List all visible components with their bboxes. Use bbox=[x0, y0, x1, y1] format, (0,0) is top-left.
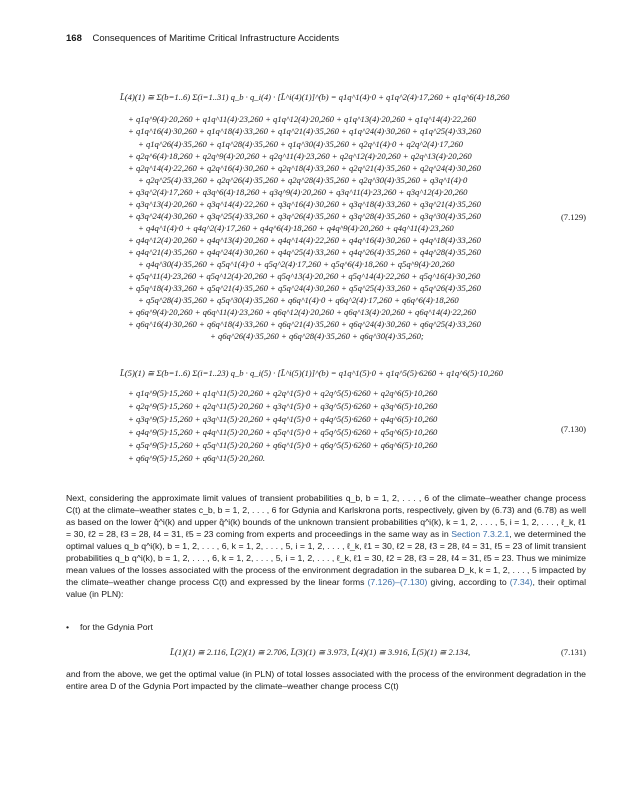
equation-line: + q3q^24(4)·30,260 + q3q^25(4)·33,260 + q3q^26(4)·35,260 + q3q^28(4)·35,260 + q3q^30(4)·35,260 bbox=[128, 211, 481, 221]
bullet-item bbox=[66, 622, 153, 632]
equation-line: + q4q^12(4)·20,260 + q4q^13(4)·20,260 + q4q^14(4)·22,260 + q4q^16(4)·30,260 + q4q^18(4)·33,260 bbox=[128, 235, 481, 245]
equation-line: + q5q^9(5)·15,260 + q5q^11(5)·20,260 + q6q^1(5)·0 + q6q^5(5)·6260 + q6q^6(5)·10,260 bbox=[128, 440, 438, 450]
equation-line: + q2q^9(5)·15,260 + q2q^11(5)·20,260 + q3q^1(5)·0 + q3q^5(5)·6260 + q3q^6(5)·10,260 bbox=[128, 401, 438, 411]
equation-number: (7.129) bbox=[560, 212, 586, 222]
paragraph-text: , we determined the optimal values q_b q^i(k), b = 1, 2, . . . , 6, k = 1, 2, . . . , 5, i = 1, 2, . . . , ℓ_k, ℓ1 = 30, ℓ2 = 28, ℓ3 = 28, ℓ4 = 31, ℓ5 = 23 of limit transient probabilities q_b q^i(k), b = 1, 2, . . . , 6, k = 1, 2, . . . , 5, i = 1, 2, . . . , ℓ_k, ℓ1 = 30, ℓ2 = 28, ℓ3 = 28, ℓ4 = 31, ℓ5 = 23. Thus we minimize mean values of the losses associated with the process of the environment degradation in the subarea D_k, k = 1, 2, . . . , 5 impacted by the climate–weather change process C(t) and expressed by the linear forms bbox=[66, 529, 586, 587]
paragraph-text: giving, according to bbox=[427, 577, 510, 587]
equation-line: + q4q^9(5)·15,260 + q4q^11(5)·20,260 + q5q^1(5)·0 + q5q^5(5)·6260 + q5q^6(5)·10,260 bbox=[128, 427, 438, 437]
page-number: 168 bbox=[66, 33, 82, 44]
equation-line: + q3q^9(5)·15,260 + q3q^11(5)·20,260 + q4q^1(5)·0 + q4q^5(5)·6260 + q4q^6(5)·10,260 bbox=[128, 414, 438, 424]
equation-line: + q5q^11(4)·23,260 + q5q^12(4)·20,260 + q5q^13(4)·20,260 + q5q^14(4)·22,260 + q5q^16(4)·30,260 bbox=[128, 271, 481, 281]
section-link[interactable]: Section 7.3.2.1 bbox=[451, 529, 510, 539]
equation-line: + q6q^26(4)·35,260 + q6q^28(4)·35,260 + q6q^30(4)·35,260; bbox=[210, 331, 424, 341]
equation-line: + q2q^25(4)·33,260 + q2q^26(4)·35,260 + q2q^28(4)·35,260 + q2q^30(4)·35,260 + q3q^1(4)·0 bbox=[138, 175, 468, 185]
bullet-marker: • bbox=[66, 622, 70, 632]
equation-line: + q2q^6(4)·18,260 + q2q^9(4)·20,260 + q2q^11(4)·23,260 + q2q^12(4)·20,260 + q2q^13(4)·20,260 bbox=[128, 151, 472, 161]
equation-line: + q6q^9(4)·20,260 + q6q^11(4)·23,260 + q6q^12(4)·20,260 + q6q^13(4)·20,260 + q6q^14(4)·22,260 bbox=[128, 307, 476, 317]
equation-line: + q6q^9(5)·15,260 + q6q^11(5)·20,260. bbox=[128, 453, 266, 463]
equation-line: + q6q^16(4)·30,260 + q6q^18(4)·33,260 + q6q^21(4)·35,260 + q6q^24(4)·30,260 + q6q^25(4)·33,260 bbox=[128, 319, 481, 329]
equation-line: + q3q^13(4)·20,260 + q3q^14(4)·22,260 + q3q^16(4)·30,260 + q3q^18(4)·33,260 + q3q^21(4)·35,260 bbox=[128, 199, 481, 209]
equation-line: + q1q^16(4)·30,260 + q1q^18(4)·33,260 + q1q^21(4)·35,260 + q1q^24(4)·30,260 + q1q^25(4)·33,260 bbox=[128, 126, 481, 136]
running-head bbox=[66, 33, 586, 44]
equation-range-link[interactable]: (7.126)–(7.130) bbox=[367, 577, 428, 587]
equation-link[interactable]: (7.34) bbox=[509, 577, 533, 587]
paragraph-text: , their optimal value (in PLN): bbox=[66, 577, 586, 599]
equation-line: + q1q^26(4)·35,260 + q1q^28(4)·35,260 + q1q^30(4)·35,260 + q2q^1(4)·0 + q2q^2(4)·17,260 bbox=[138, 139, 463, 149]
paragraph-text: Next, considering the approximate limit values of transient probabilities q_b, b = 1, 2, . . . , 6 of the climate–weather change process C(t) at the climate–weather states c_b, b = 1, 2, . . . , 6 for Gdynia and Karlskrona ports, respectively, given by (6.73) and (6.78) as well as based on the lower q̌^i(k) and upper q̂^i(k) bounds of the unknown transient probabilities q^i(k), k = 1, 2, . . . , 5, i = 1, 2, . . . , ℓ_k, ℓ1 = 30, ℓ2 = 28, ℓ3 = 28, ℓ4 = 31, ℓ5 = 23 coming from experts and proceedings in the same way as in bbox=[66, 493, 586, 539]
closing-paragraph: and from the above, we get the optimal value (in PLN) of total losses associated with the process of the environment degradation in the entire area D of the Gdynia Port impacted by the climate–weather change process C(t) bbox=[66, 669, 586, 691]
equation-line: + q4q^30(4)·35,260 + q5q^1(4)·0 + q5q^2(4)·17,260 + q5q^6(4)·18,260 + q5q^9(4)·20,260 bbox=[138, 259, 455, 269]
equation-line: + q4q^21(4)·35,260 + q4q^24(4)·30,260 + q4q^25(4)·33,260 + q4q^26(4)·35,260 + q4q^28(4)·35,260 bbox=[128, 247, 481, 257]
equation-number: (7.130) bbox=[560, 424, 586, 434]
bullet-text: for the Gdynia Port bbox=[80, 622, 153, 632]
equation-line: L̃(5)(1) ≅ Σ(b=1..6) Σ(i=1..23) q_b · q_i(5) · [L̃^i(5)(1)]^(b) = q1q^1(5)·0 + q1q^5(5)·6260 + q1q^6(5)·10,260 bbox=[120, 368, 503, 378]
chapter-title: Consequences of Maritime Critical Infrastructure Accidents bbox=[92, 33, 340, 44]
equation-line: + q4q^1(4)·0 + q4q^2(4)·17,260 + q4q^6(4)·18,260 + q4q^9(4)·20,260 + q4q^11(4)·23,260 bbox=[138, 223, 454, 233]
equation-number: (7.131) bbox=[560, 647, 586, 657]
result-equation: L̃(1)(1) ≅ 2.116, L̃(2)(1) ≅ 2.706, L̃(3)(1) ≅ 3.973, L̃(4)(1) ≅ 3.916, L̃(5)(1) ≅ 2.134, bbox=[170, 647, 471, 657]
equation-line: + q1q^9(4)·20,260 + q1q^11(4)·23,260 + q1q^12(4)·20,260 + q1q^13(4)·20,260 + q1q^14(4)·22,260 bbox=[128, 114, 476, 124]
equation-line: + q5q^18(4)·33,260 + q5q^21(4)·35,260 + q5q^24(4)·30,260 + q5q^25(4)·33,260 + q5q^26(4)·35,260 bbox=[128, 283, 481, 293]
equation-line: + q1q^9(5)·15,260 + q1q^11(5)·20,260 + q2q^1(5)·0 + q2q^5(5)·6260 + q2q^6(5)·10,260 bbox=[128, 388, 438, 398]
equation-line: + q5q^28(4)·35,260 + q5q^30(4)·35,260 + q6q^1(4)·0 + q6q^2(4)·17,260 + q6q^6(4)·18,260 bbox=[138, 295, 459, 305]
equation-line: + q3q^2(4)·17,260 + q3q^6(4)·18,260 + q3q^9(4)·20,260 + q3q^11(4)·23,260 + q3q^12(4)·20,260 bbox=[128, 187, 468, 197]
equation-line: L̃(4)(1) ≅ Σ(b=1..6) Σ(i=1..31) q_b · q_i(4) · [L̃^i(4)(1)]^(b) = q1q^1(4)·0 + q1q^2(4)·17,260 + q1q^6(4)·18,260 bbox=[120, 92, 510, 102]
body-paragraph bbox=[66, 492, 586, 600]
equation-line: + q2q^14(4)·22,260 + q2q^16(4)·30,260 + q2q^18(4)·33,260 + q2q^21(4)·35,260 + q2q^24(4)·30,260 bbox=[128, 163, 481, 173]
